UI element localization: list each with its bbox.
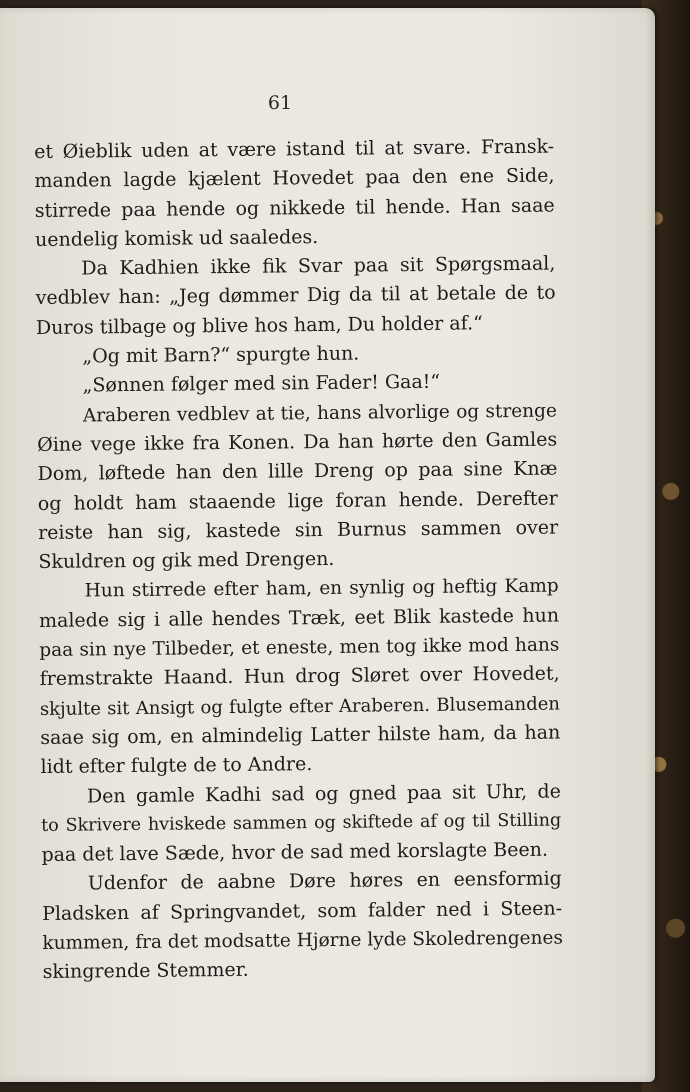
text-line: reiste han sig, kastede sin Burnus sammen over [38,516,559,544]
text-line: malede sig i alle hendes Træk, eet Blik kastede hun [38,604,560,632]
text-line: og holdt ham staaende lige foran hende. Derefter [37,487,558,515]
text-line: stirrede paa hende og nikkede til hende. Han saae [34,194,555,222]
text-line: paa sin nye Tilbeder, et eneste, men tog ikke mod hans [39,634,560,662]
text-line: vedblev han: „Jeg dømmer Dig da til at betale de to [35,282,556,310]
text-line: paa det lave Sæde, hvor de sad med korslagte Been. [41,838,549,867]
text-line: kummen, fra det modsatte Hjørne lyde Skoledrengenes [42,927,564,954]
text-line: to Skrivere hviskede sammen og skiftede af og til Stilling [41,810,562,836]
text-line: skingrende Stemmer. [42,959,249,984]
book-page [0,8,655,1082]
text-line: „Og mit Barn?“ spurgte hun. [82,342,360,368]
text-line: manden lagde kjælent Hovedet paa den ene Side, [34,164,555,193]
page-number: 61 [267,92,293,114]
text-line: fremstrakte Haand. Hun drog Sløret over Hovedet, [39,662,560,691]
text-line: lidt efter fulgte de to Andre. [40,753,313,779]
text-line: Duros tilbage og blive hos ham, Du holder af.“ [35,312,483,339]
text-line: uendelig komisk ud saaledes. [34,225,319,251]
text-line: skjulte sit Ansigt og fulgte efter Araberen. Blusemanden [39,693,561,720]
text-line: Da Kadhien ikke fik Svar paa sit Spørgsmaal, [81,252,556,280]
text-line: Hun stirrede efter ham, en synlig og heftig Kamp [84,575,559,602]
text-line: Udenfor de aabne Døre høres en eensformig [87,867,562,895]
text-line: Pladsken af Springvandet, som falder ned i Steen- [42,897,563,925]
text-line: Skuldren og gik med Drengen. [38,548,335,574]
text-line: saae sig om, en almindelig Latter hilste ham, da han [40,721,561,749]
text-line: Dom, løftede han den lille Dreng op paa sine Knæ [37,457,558,486]
text-line: „Sønnen følger med sin Fader! Gaa!“ [82,371,441,397]
text-line: Den gamle Kadhi sad og gned paa sit Uhr, de [86,780,561,808]
body-text [34,133,563,988]
text-line: et Øieblik uden at være istand til at svare. Fransk- [34,135,555,163]
text-line: Øine vege ikke fra Konen. Da han hørte den Gamles [37,428,558,456]
text-line: Araberen vedblev at tie, hans alvorlige og strenge [82,400,557,427]
